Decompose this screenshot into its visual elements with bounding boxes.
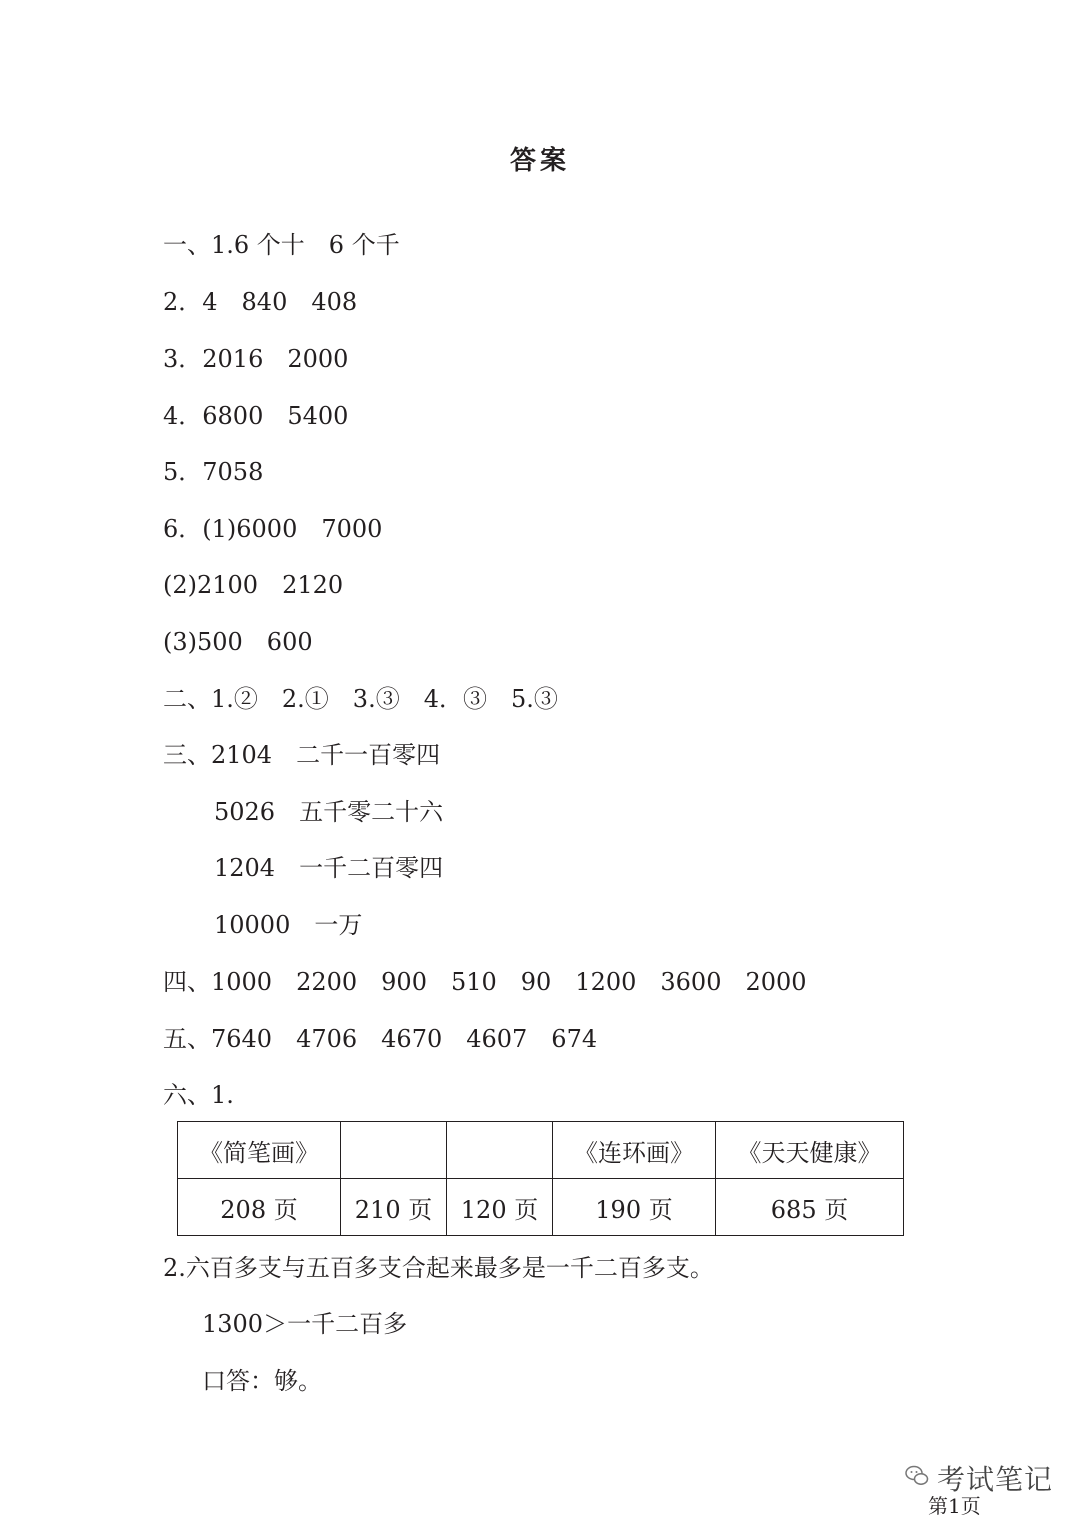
answer-line-3: 3．2016 2000 xyxy=(163,345,349,373)
answer-line-1: 一、1.6 个十 6 个千 xyxy=(163,231,400,259)
table-cell: 190 页 xyxy=(553,1179,716,1236)
table-cell: 《连环画》 xyxy=(553,1122,716,1179)
table-row-header xyxy=(178,1122,904,1179)
answer-line-4: 4．6800 5400 xyxy=(163,402,349,430)
answer-question-2: 2.六百多支与五百多支合起来最多是一千二百多支。 xyxy=(163,1254,714,1282)
answer-line-6: 6．(1)6000 7000 xyxy=(163,515,383,543)
table-cell xyxy=(447,1122,553,1179)
answer-section-3-line-4: 10000 一万 xyxy=(214,911,363,939)
table-cell: 《简笔画》 xyxy=(178,1122,341,1179)
answer-question-2-comparison: 1300＞一千二百多 xyxy=(202,1310,408,1338)
answer-section-3-line-3: 1204 一千二百零四 xyxy=(214,854,444,882)
books-table xyxy=(177,1121,904,1236)
page-number: 第1页 xyxy=(928,1494,981,1518)
answer-line-6-2: (2)2100 2120 xyxy=(163,571,344,599)
answer-section-4: 四、1000 2200 900 510 90 1200 3600 2000 xyxy=(163,968,807,996)
answer-section-3-line-2: 5026 五千零二十六 xyxy=(214,798,444,826)
answer-question-2-reply: 口答：够。 xyxy=(202,1367,322,1395)
answer-section-5: 五、7640 4706 4670 4607 674 xyxy=(163,1025,598,1053)
watermark-text: 考试笔记 xyxy=(937,1463,1054,1496)
table-row-values xyxy=(178,1179,904,1236)
table-cell: 120 页 xyxy=(447,1179,553,1236)
table-cell: 《天天健康》 xyxy=(716,1122,904,1179)
answer-line-5: 5．7058 xyxy=(163,458,264,486)
wechat-icon xyxy=(905,1465,929,1491)
answer-section-2: 二、1.② 2.① 3.③ 4．③ 5.③ xyxy=(163,685,558,713)
answer-line-6-3: (3)500 600 xyxy=(163,628,313,656)
table-cell: 210 页 xyxy=(341,1179,447,1236)
page-title: 答案 xyxy=(509,146,570,176)
table-cell xyxy=(341,1122,447,1179)
answer-section-3: 三、2104 二千一百零四 xyxy=(163,741,441,769)
answer-line-2: 2．4 840 408 xyxy=(163,288,358,316)
table-cell: 208 页 xyxy=(178,1179,341,1236)
table-cell: 685 页 xyxy=(716,1179,904,1236)
answer-section-6: 六、1. xyxy=(163,1081,234,1109)
